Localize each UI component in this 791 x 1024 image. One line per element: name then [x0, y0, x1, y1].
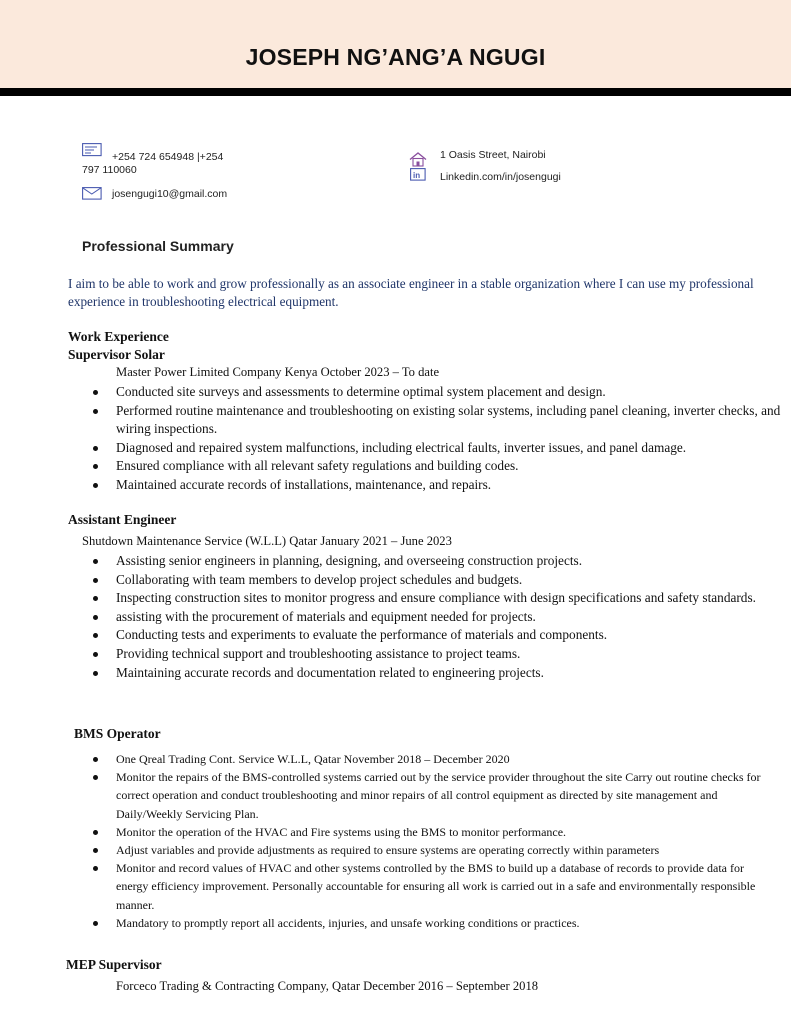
list-item: Monitor the operation of the HVAC and Fire systems using the BMS to monitor performance.: [116, 823, 776, 841]
list-item: One Qreal Trading Cont. Service W.L.L, Qatar November 2018 – December 2020: [116, 750, 776, 768]
svg-text:in: in: [413, 171, 421, 180]
candidate-name: JOSEPH NG’ANG’A NGUGI: [245, 44, 546, 70]
job-company-2: Shutdown Maintenance Service (W.L.L) Qatar January 2021 – June 2023: [82, 534, 452, 548]
list-item: Conducting tests and experiments to evaluate the performance of materials and components.: [116, 626, 784, 645]
email-icon: [82, 187, 102, 200]
list-item: Assisting senior engineers in planning, designing, and overseeing construction projects.: [116, 552, 784, 571]
list-item: Performed routine maintenance and troubleshooting on existing solar systems, including panel cleaning, inverter checks, and wiring inspections.: [116, 402, 784, 439]
list-item: Adjust variables and provide adjustments as required to ensure systems are operating correctly within parameters: [116, 841, 776, 859]
list-item: Collaborating with team members to develop project schedules and budgets.: [116, 571, 784, 590]
list-item: assisting with the procurement of materials and equipment needed for projects.: [116, 608, 784, 627]
list-item: Diagnosed and repaired system malfunctions, including electrical faults, inverter issues, and panel damage.: [116, 439, 784, 458]
list-item: Monitor and record values of HVAC and other systems controlled by the BMS to build up a database of records to provide data for energy efficiency improvement. Personally accountable for ensuring all work is carried out in a safe and environmentally responsible manner.: [116, 859, 776, 914]
list-item: Conducted site surveys and assessments to determine optimal system placement and design.: [116, 383, 784, 402]
list-item: Mandatory to promptly report all accidents, injuries, and unsafe working conditions or practices.: [116, 914, 776, 932]
address: 1 Oasis Street, Nairobi: [440, 149, 546, 161]
job-title-mep-supervisor: MEP Supervisor: [66, 957, 162, 972]
work-experience-heading: Work Experience: [68, 329, 169, 344]
list-item: Ensured compliance with all relevant safety regulations and building codes.: [116, 457, 784, 476]
list-item: Maintained accurate records of installations, maintenance, and repairs.: [116, 476, 784, 495]
job-title-bms-operator: BMS Operator: [74, 726, 161, 741]
job-1-bullets: [116, 383, 784, 495]
job-2-bullets: [116, 552, 784, 682]
email-address[interactable]: josengugi10@gmail.com: [112, 188, 228, 200]
home-icon: [409, 152, 427, 167]
phone-line-1: +254 724 654948 |+254: [112, 151, 224, 163]
job-company-4: Forceco Trading & Contracting Company, Qatar December 2016 – September 2018: [116, 979, 539, 993]
linkedin-icon: [410, 168, 426, 181]
job-3-bullets: [116, 750, 776, 932]
phone-icon: [82, 143, 102, 157]
professional-summary-heading: Professional Summary: [82, 238, 234, 254]
list-item: Monitor the repairs of the BMS-controlled systems carried out by the service provider throughout the site Carry out routine checks for correct operation and conduct troubleshooting and minor repairs of all control equipment as directed by site management and Daily/Weekly Servicing Plan.: [116, 768, 776, 823]
job-title-supervisor-solar: Supervisor Solar: [68, 347, 165, 362]
job-title-assistant-engineer: Assistant Engineer: [68, 512, 177, 527]
list-item: Maintaining accurate records and documentation related to engineering projects.: [116, 664, 784, 683]
list-item: Inspecting construction sites to monitor progress and ensure compliance with design specifications and safety standards.: [116, 589, 784, 608]
professional-summary-text: I aim to be able to work and grow professionally as an associate engineer in a stable organization where I can use my professional experience in troubleshooting electrical equipment.: [68, 276, 754, 309]
job-company-1: Master Power Limited Company Kenya October 2023 – To date: [116, 365, 440, 379]
list-item: Providing technical support and troubleshooting assistance to project teams.: [116, 645, 784, 664]
linkedin-url[interactable]: Linkedin.com/in/josengugi: [440, 171, 561, 183]
phone-line-2: 797 110060: [82, 164, 137, 176]
header-divider: [0, 88, 791, 96]
